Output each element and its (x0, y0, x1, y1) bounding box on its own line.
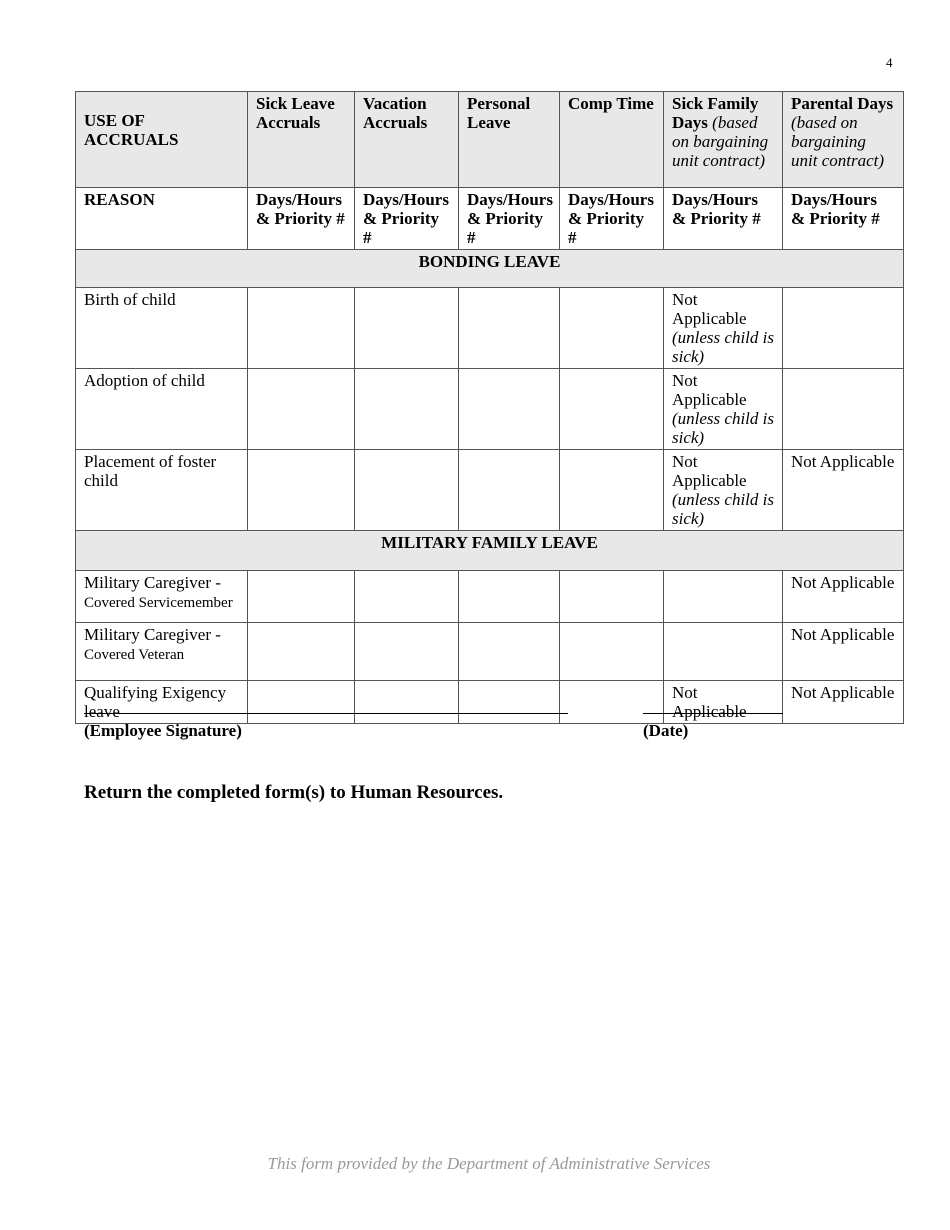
entry-cell[interactable] (355, 369, 459, 450)
table-row (76, 681, 904, 724)
row-reason-sub: Covered Servicemember (84, 595, 233, 611)
parental-cell: Not Applicable (783, 571, 904, 623)
reason-col-sick-leave: Days/Hours & Priority # (248, 188, 355, 250)
reason-label: REASON (76, 188, 248, 250)
return-instructions: Return the completed form(s) to Human Resources. (84, 782, 504, 803)
date-label: (Date) (643, 721, 689, 740)
entry-cell[interactable] (459, 450, 560, 531)
reason-col-personal: Days/Hours & Priority # (459, 188, 560, 250)
entry-cell[interactable] (248, 450, 355, 531)
entry-cell[interactable] (248, 623, 355, 681)
reason-row (76, 188, 904, 250)
entry-cell[interactable] (459, 369, 560, 450)
header-parental-days-label: Parental Days (791, 94, 894, 113)
table-row (76, 369, 904, 450)
entry-cell[interactable] (355, 681, 459, 724)
sick-family-cell (664, 288, 783, 369)
entry-cell[interactable] (355, 623, 459, 681)
entry-cell[interactable] (560, 288, 664, 369)
entry-cell[interactable] (248, 288, 355, 369)
header-vacation-accruals: Vacation Accruals (355, 92, 459, 188)
entry-cell[interactable] (560, 571, 664, 623)
header-parental-days (783, 92, 904, 188)
parental-cell: Not Applicable (783, 623, 904, 681)
sick-family-cell: Not Applicable (664, 681, 783, 724)
header-parental-days-note: (based on bargaining unit contract) (791, 113, 885, 170)
entry-cell[interactable] (459, 571, 560, 623)
sick-family-cell[interactable] (664, 571, 783, 623)
date-line[interactable] (643, 713, 783, 714)
sick-family-cell[interactable] (664, 623, 783, 681)
not-applicable-note: (unless child is sick) (672, 328, 774, 366)
table-row (76, 623, 904, 681)
row-reason: Adoption of child (76, 369, 248, 450)
table-row (76, 450, 904, 531)
reason-col-vacation: Days/Hours & Priority # (355, 188, 459, 250)
parental-cell[interactable] (783, 288, 904, 369)
parental-cell: Not Applicable (783, 450, 904, 531)
section-title: BONDING LEAVE (76, 250, 904, 288)
entry-cell[interactable] (355, 288, 459, 369)
not-applicable-note: (unless child is sick) (672, 490, 774, 528)
row-reason: Placement of foster child (76, 450, 248, 531)
section-bonding-leave (76, 250, 904, 288)
reason-col-sick-family: Days/Hours & Priority # (664, 188, 783, 250)
row-reason-main: Military Caregiver - (84, 573, 221, 592)
employee-signature-label: (Employee Signature) (84, 721, 242, 740)
header-personal-leave: Personal Leave (459, 92, 560, 188)
entry-cell[interactable] (355, 450, 459, 531)
entry-cell[interactable] (459, 681, 560, 724)
table-row (76, 288, 904, 369)
reason-col-parental: Days/Hours & Priority # (783, 188, 904, 250)
footer-note: This form provided by the Department of Administrative Services (267, 1154, 711, 1173)
accruals-table (75, 91, 904, 724)
entry-cell[interactable] (248, 369, 355, 450)
sick-family-cell (664, 450, 783, 531)
row-reason: Qualifying Exigency leave (76, 681, 248, 724)
parental-cell[interactable] (783, 369, 904, 450)
header-sick-leave-accruals: Sick Leave Accruals (248, 92, 355, 188)
not-applicable-text: Not Applicable (672, 290, 747, 328)
section-title: MILITARY FAMILY LEAVE (76, 531, 904, 571)
parental-cell: Not Applicable (783, 681, 904, 724)
entry-cell[interactable] (248, 571, 355, 623)
row-reason-sub: Covered Veteran (84, 647, 185, 663)
entry-cell[interactable] (560, 369, 664, 450)
header-comp-time: Comp Time (560, 92, 664, 188)
row-reason: Birth of child (76, 288, 248, 369)
entry-cell[interactable] (560, 623, 664, 681)
entry-cell[interactable] (560, 450, 664, 531)
header-sick-family-days (664, 92, 783, 188)
row-reason-main: Military Caregiver - (84, 625, 221, 644)
not-applicable-text: Not Applicable (672, 371, 747, 409)
page-number: 4 (886, 55, 893, 70)
reason-col-comp-time: Days/Hours & Priority # (560, 188, 664, 250)
header-use-of-accruals: USE OF ACCRUALS (76, 92, 248, 188)
entry-cell[interactable] (560, 681, 664, 724)
header-sick-family-days-note: (based on bargaining unit contract) (672, 113, 769, 170)
sick-family-cell (664, 369, 783, 450)
entry-cell[interactable] (248, 681, 355, 724)
row-reason (76, 623, 248, 681)
table-row (76, 571, 904, 623)
section-military-family-leave (76, 531, 904, 571)
row-reason (76, 571, 248, 623)
header-sick-family-days-label: Sick Family Days (672, 94, 759, 132)
not-applicable-note: (unless child is sick) (672, 409, 774, 447)
entry-cell[interactable] (459, 288, 560, 369)
employee-signature-line[interactable] (84, 713, 568, 714)
header-row (76, 92, 904, 188)
entry-cell[interactable] (355, 571, 459, 623)
not-applicable-text: Not Applicable (672, 452, 747, 490)
entry-cell[interactable] (459, 623, 560, 681)
